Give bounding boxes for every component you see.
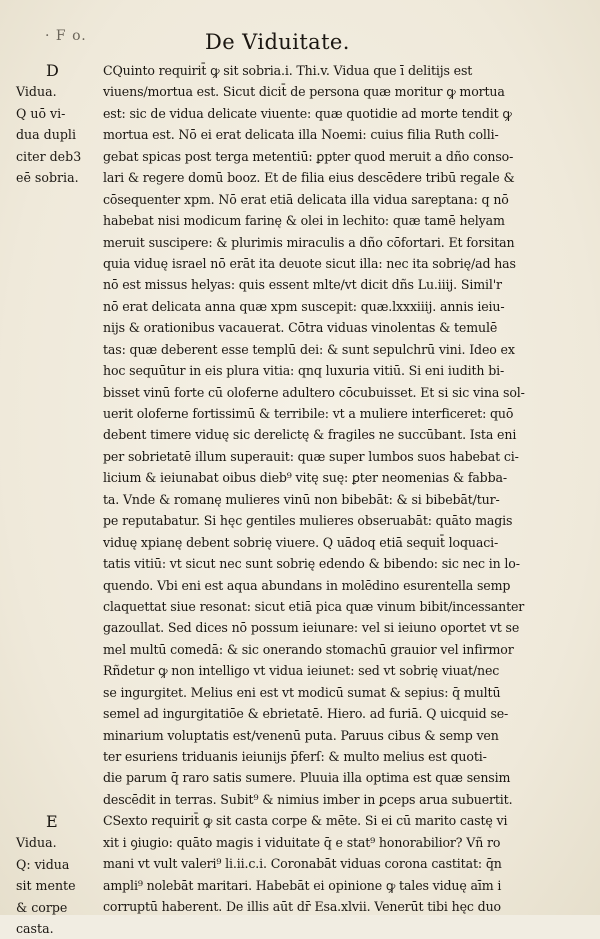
folio-mark: · F o.	[45, 28, 87, 44]
text-line: claquettat siue resonat: sicut etiā pica quæ vinum bibit/incessanter	[103, 598, 525, 614]
text-line: mani vt vult valeri⁹ li.ii.c.i. Coronabāt viduas corona castitat: q̄n	[103, 856, 502, 872]
text-line: minarium voluptatis est/venenū puta. Paruus cibus & semp ven	[103, 727, 499, 743]
text-line: nō est missus helyas: quis essent mlte/vt dicit dñs Lu.iiij. Simil'r	[103, 277, 502, 293]
text-line: licium & ieiunabat oibus dieb⁹ vitę suę: ꝑter neomenias & fabba-	[103, 470, 507, 486]
text-line: lari & regere domū booz. Et de filia eius descēdere tribū regale &	[103, 170, 515, 186]
margin-note: dua dupli	[16, 127, 76, 143]
section-letter: D	[46, 61, 59, 80]
text-column	[103, 60, 555, 918]
text-line: ta. Vnde & romanę mulieres vinū non bibebāt: & si bibebāt/tur-	[103, 491, 500, 507]
margin-note: & corpe	[16, 899, 68, 915]
text-line: pe reputabatur. Si hęc gentiles mulieres obseruabāt: quāto magis	[103, 513, 513, 529]
margin-note: citer deb3	[16, 148, 82, 164]
text-line: CSexto requirit̄ ꝙ sit casta corpe & mēte. Si ei cū marito castę vi	[103, 813, 508, 829]
text-line: viduę xpianę debent sobrię viuere. Q uādoq etiā sequit̄ loquaci-	[103, 534, 499, 550]
text-line: debent timere viduę sic derelictę & fragiles ne succūbant. Ista eni	[103, 427, 517, 443]
margin-note: casta.	[16, 921, 54, 936]
text-line: descēdit in terras. Subit⁹ & nimius imber in ꝑceps arua subuertit.	[103, 791, 513, 807]
text-line: mel multū comedā: & sic onerando stomachū grauior vel infirmor	[103, 641, 514, 657]
text-line: habebat nisi modicum farinę & olei in lechito: quæ tamē helyam	[103, 213, 505, 229]
text-line: semel ad ingurgitatiōe & ebrietatē. Hiero. ad furiā. Q uicquid se-	[103, 706, 509, 722]
margin-note: eē sobria.	[16, 170, 79, 186]
section-letter: E	[46, 811, 58, 831]
text-line: tas: quæ deberent esse templū dei: & sunt sepulchrū vini. Ideo ex	[103, 341, 515, 357]
text-line: bisset vinū forte cū oloferne adultero cōcubuisset. Et si sic vina sol-	[103, 384, 525, 400]
text-line: CQuinto requirit̄ ꝙ sit sobria.i. Thi.v. Vidua que ī delitijs est	[103, 63, 473, 78]
text-line: gazoullat. Sed dices nō possum ieiunare: vel si ieiuno oportet vt se	[103, 620, 520, 636]
text-line: die parum q̄ raro satis sumere. Pluuia illa optima est quæ sensim	[103, 770, 511, 786]
text-line: se ingurgitet. Melius eni est vt modicū sumat & sepius: q̄ multū	[103, 684, 501, 700]
text-line: cōsequenter xpm. Nō erat etiā delicata illa vidua sareptana: q nō	[103, 191, 509, 207]
margin-note: Vidua.	[16, 835, 57, 851]
text-line: xit i ꝯiugio: quāto magis i viduitate q̄ e stat⁹ honorabilior? Vñ ro	[103, 834, 501, 850]
text-line: ter esuriens triduanis ieiunijs p̄ferſ: & multo melius est quoti-	[103, 749, 487, 764]
text-line: hoc sequūtur in eis plura vitia: qnq luxuria vitiū. Si eni iudith bi-	[103, 363, 505, 379]
text-line: gebat spicas post terga metentiū: ꝑpter quod meruit a dño conso-	[103, 148, 514, 164]
margin-note: sit mente	[16, 878, 76, 894]
text-line: quia viduę israel nō erāt ita deuote sicut illa: nec ita sobrię/ad has	[103, 255, 516, 271]
text-line: ampli⁹ nolebāt maritari. Habebāt ei opinione ꝙ tales viduę aīm i	[103, 877, 502, 893]
margin-note: Q uō vi-	[16, 105, 66, 121]
text-line: viuens/mortua est. Sicut dicit̄ de persona quæ moritur ꝙ mortua	[103, 84, 505, 100]
text-line: mortua est. Nō ei erat delicata illa Noemi: cuius filia Ruth colli-	[103, 127, 499, 143]
text-line: per sobrietatē illum superauit: quæ super lumbos suos habebat ci-	[103, 448, 519, 464]
text-line: nijs & orationibus vacauerat. Cōtra viduas vinolentas & temulē	[103, 320, 498, 336]
text-line: est: sic de vidua delicate viuente: quæ quotidie ad morte tendit ꝙ	[103, 105, 512, 121]
text-line: Rñdetur ꝙ non intelligo vt vidua ieiunet: sed vt sobrię viuat/nec	[103, 663, 500, 679]
text-line: tatis vitiū: vt sicut nec sunt sobrię edendo & bibendo: sic nec in lo-	[103, 556, 520, 572]
margin-note: Vidua.	[16, 84, 57, 100]
text-line: corruptū haberent. De illis aūt dr̄ Esa.xlvii. Venerūt tibi hęc duo	[103, 899, 501, 915]
text-line: nō erat delicata anna quæ xpm suscepit: quæ.lxxxiiij. annis ieiu-	[103, 298, 505, 314]
margin-note: Q: vidua	[16, 856, 70, 872]
text-line: quendo. Vbi eni est aqua abundans in molēdino esurentella semp	[103, 577, 511, 593]
text-line: uerit oloferne fortissimū & terribile: vt a muliere interficeret: quō	[103, 406, 514, 421]
text-line: meruit suscipere: & plurimis miraculis a dño cōfortari. Et forsitan	[103, 234, 515, 250]
page-title: De Viduitate.	[205, 30, 350, 54]
